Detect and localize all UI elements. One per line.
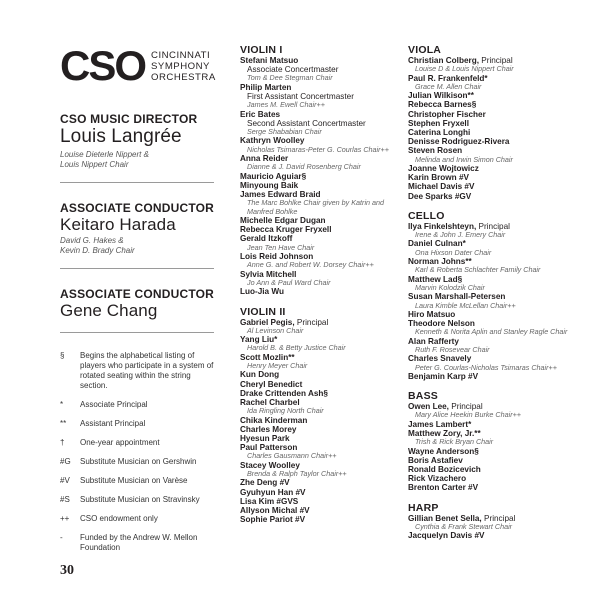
musician-name: Theodore Nelson	[408, 319, 475, 329]
legend-symbol: -	[60, 533, 63, 542]
musician-entry	[408, 372, 578, 381]
chair-sponsor: Kenneth & Norita Aplin and Stanley Ragle Chair	[415, 327, 568, 337]
chair-sponsor: Dianne & J. David Rosenberg Chair	[247, 162, 361, 172]
musician-line	[240, 425, 410, 434]
divider	[60, 182, 214, 183]
musician-entry	[240, 154, 410, 172]
musician-name: Rebecca Barnes§	[408, 100, 477, 110]
musician-entry	[240, 56, 410, 83]
chair-sponsor: The Marc Bohlke Chair given by Katrin and Manfred Bohlke	[247, 198, 385, 216]
musician-name: Benjamin Karp #V	[408, 371, 479, 381]
chair-sponsor: Grace M. Allen Chair	[415, 81, 482, 91]
musician-entry	[240, 443, 410, 461]
chair-sponsor: Nicholas Tsimaras-Peter G. Courlas Chair++	[247, 144, 389, 154]
musician-line	[408, 465, 578, 474]
musician-line	[408, 456, 578, 465]
musician-line	[240, 497, 410, 506]
musician-entry	[408, 119, 578, 128]
musician-entry	[408, 447, 578, 456]
legend-item	[60, 351, 216, 391]
musician-title: Second Assistant Concertmaster	[247, 118, 366, 128]
musician-name: Charles Morey	[240, 424, 297, 434]
musician-name: Caterina Longhi	[408, 128, 471, 138]
legend-symbol: #V	[60, 476, 70, 485]
chair-sponsor: Cynthia & Frank Stewart Chair	[415, 521, 513, 531]
legend-item	[60, 514, 216, 524]
musician-entry	[240, 335, 410, 353]
musician-name: Sylvia Mitchell	[240, 269, 297, 279]
musician-entry	[240, 110, 410, 137]
musician-name: Allyson Michal #V	[240, 506, 310, 515]
musician-entry	[408, 91, 578, 100]
musician-line	[240, 478, 410, 487]
legend-item	[60, 533, 216, 553]
musician-entry	[240, 252, 410, 270]
musician-name: Matthew Lad§	[408, 274, 463, 284]
musician-line	[408, 531, 578, 540]
musician-name: Alan Rafferty	[408, 336, 459, 346]
chair-sponsor: Ruth F. Rosevear Chair	[415, 344, 490, 354]
musician-entry	[240, 181, 410, 190]
page-number: 30	[60, 563, 74, 578]
musician-entry	[240, 461, 410, 479]
musician-entry	[408, 146, 578, 164]
musician-name: Rick Vizachero	[408, 474, 467, 484]
musician-entry	[408, 456, 578, 465]
musician-line	[240, 181, 410, 190]
musician-entry	[240, 497, 410, 506]
musician-entry	[408, 137, 578, 146]
legend-text: Associate Principal	[80, 400, 148, 409]
musician-name: Boris Astafiev	[408, 455, 463, 465]
legend-item	[60, 400, 216, 410]
section-title-harp: HARP	[408, 501, 439, 514]
musician-name: Norman Johns**	[408, 257, 472, 267]
musician-name: Julian Wilkison**	[408, 91, 474, 101]
legend-symbol: #S	[60, 495, 70, 504]
musician-entry	[408, 239, 578, 257]
musician-line	[408, 372, 578, 381]
musician-entry	[240, 398, 410, 416]
chair-line: David G. Hakes &	[60, 236, 124, 245]
musician-entry	[240, 234, 410, 252]
musician-entry	[408, 192, 578, 201]
musician-line	[240, 370, 410, 379]
musician-name: Gerald Itzkoff	[240, 234, 293, 244]
musician-line	[240, 83, 410, 92]
legend-text: Substitute Musician on Stravinsky	[80, 495, 200, 504]
musician-entry	[408, 56, 578, 74]
musician-name: Stefani Matsuo	[240, 56, 299, 65]
musician-name: Daniel Culnan*	[408, 239, 466, 249]
legend-symbol: §	[60, 351, 65, 360]
legend-text: Begins the alphabetical listing of players who participate in a system of rotated seating within the string section.	[80, 351, 214, 390]
musician-entry	[240, 434, 410, 443]
musician-name: Sophie Pariot #V	[240, 515, 306, 525]
legend-symbol: †	[60, 438, 65, 447]
musician-entry	[408, 182, 578, 191]
musician-name: Rachel Charbel	[240, 397, 300, 407]
musician-name: Susan Marshall-Petersen	[408, 292, 506, 302]
musician-role: Principal	[478, 221, 510, 231]
chair-sponsor: Henry Meyer Chair	[247, 360, 308, 370]
musician-name: Drake Crittenden Ash§	[240, 388, 328, 398]
chair-sponsor: Jo Ann & Paul Ward Chair	[247, 277, 331, 287]
musician-entry	[240, 425, 410, 434]
musician-name: Ilya Finkelshteyn,	[408, 221, 477, 231]
musician-entry	[240, 416, 410, 425]
legend-item	[60, 438, 216, 448]
musician-entry	[408, 337, 578, 355]
musician-entry	[240, 83, 410, 110]
logo-line: CINCINNATI	[151, 49, 211, 61]
musician-name: Matthew Zory, Jr.**	[408, 428, 481, 438]
section-title-viola: VIOLA	[408, 44, 442, 56]
chair-sponsor: Anne G. and Robert W. Dorsey Chair++	[247, 260, 374, 270]
chair-sponsor: Serge Shababian Chair	[247, 127, 322, 137]
chair-sponsor: Harold B. & Betty Justice Chair	[247, 343, 346, 353]
musician-title: First Assistant Concertmaster	[247, 92, 354, 102]
musician-line	[408, 110, 578, 119]
musician-role: Principal	[484, 513, 516, 523]
musician-entry	[240, 353, 410, 371]
section-title-violin-ii: VIOLIN II	[240, 305, 286, 318]
musician-entry	[408, 429, 578, 447]
musician-name: Gabriel Pegis,	[240, 317, 295, 327]
musician-name: Minyoung Baik	[240, 180, 299, 190]
associate-conductor-section	[60, 201, 216, 269]
conductor-name: Gene Chang	[60, 301, 158, 320]
musician-name: Charles Snavely	[408, 354, 472, 364]
musician-name: Gyuhyun Han #V	[240, 487, 306, 497]
musician-entry	[240, 318, 410, 336]
musician-entry	[408, 474, 578, 483]
musician-entry	[408, 128, 578, 137]
chair-sponsor: Trish & Rick Bryan Chair	[415, 437, 494, 447]
musician-line	[408, 119, 578, 128]
musician-name: James Lambert*	[408, 419, 472, 429]
musician-line	[408, 137, 578, 146]
conductor-name: Keitaro Harada	[60, 215, 176, 234]
musician-line	[240, 488, 410, 497]
musician-entry	[240, 225, 410, 234]
musician-entry	[240, 370, 410, 379]
musician-entry	[408, 483, 578, 492]
musician-line	[240, 225, 410, 234]
music-director-section	[60, 112, 216, 183]
cso-logo	[60, 44, 216, 88]
chair-sponsor: Karl & Roberta Schlachter Family Chair	[415, 265, 541, 275]
legend-item	[60, 457, 216, 467]
divider	[60, 332, 214, 333]
musician-entry	[408, 110, 578, 119]
legend-text: Funded by the Andrew W. Mellon Foundation	[80, 533, 198, 552]
musician-name: Luo-Jia Wu	[240, 287, 284, 297]
musician-line	[408, 100, 578, 109]
musician-name: Cheryl Benedict	[240, 379, 303, 389]
chair-sponsor: Tom & Dee Stegman Chair	[247, 73, 333, 83]
musician-name: Dee Sparks #GV	[408, 191, 472, 201]
musician-name: Stephen Fryxell	[408, 118, 469, 128]
left-panel	[60, 44, 216, 562]
musician-name: Kun Dong	[240, 370, 280, 380]
musician-name: Paul Patterson	[240, 443, 298, 453]
musician-name: Owen Lee,	[408, 402, 449, 412]
chair-sponsor: Mary Alice Heekin Burke Chair++	[415, 410, 521, 420]
symbol-legend	[60, 351, 216, 553]
conductor-chair	[60, 236, 216, 256]
musician-name: Kathryn Woolley	[240, 136, 305, 146]
musician-line	[408, 310, 578, 319]
musician-line	[408, 164, 578, 173]
musician-line	[408, 447, 578, 456]
musician-line	[240, 216, 410, 225]
chair-sponsor: Marvin Kolodzik Chair	[415, 282, 485, 292]
logo-mark: CSO	[60, 42, 146, 89]
legend-item	[60, 495, 216, 505]
musician-name: Chika Kinderman	[240, 415, 308, 425]
chair-line: Louise Dieterle Nippert &	[60, 150, 149, 159]
musician-name: James Edward Braid	[240, 190, 321, 200]
musician-name: Gillian Benet Sella,	[408, 513, 482, 523]
musician-line	[408, 474, 578, 483]
section-heading: ASSOCIATE CONDUCTOR	[60, 287, 215, 301]
legend-symbol: #G	[60, 457, 71, 466]
musician-line	[240, 506, 410, 515]
musician-name: Michael Davis #V	[408, 182, 475, 192]
legend-symbol: **	[60, 419, 67, 428]
chair-sponsor: Peter G. Courlas-Nicholas Tsimaras Chair++	[415, 362, 557, 372]
musician-line	[240, 389, 410, 398]
musician-name: Zhe Deng #V	[240, 478, 290, 488]
roster-column-left	[240, 44, 410, 524]
divider	[60, 268, 214, 269]
musician-name: Brenton Carter #V	[408, 483, 479, 493]
section-title-bass: BASS	[408, 390, 438, 403]
musician-entry	[408, 354, 578, 372]
legend-item	[60, 476, 216, 486]
musician-name: Mauricio Aguiar§	[240, 171, 307, 181]
musician-entry	[240, 506, 410, 515]
chair-sponsor: Irene & John J. Emery Chair	[415, 230, 506, 240]
legend-text: Substitute Musician on Gershwin	[80, 457, 197, 466]
musician-name: Philip Marten	[240, 82, 292, 92]
musician-line	[408, 91, 578, 100]
chair-sponsor: Ida Ringling North Chair	[247, 406, 324, 416]
legend-text: Substitute Musician on Varèse	[80, 476, 188, 485]
musician-name: Ronald Bozicevich	[408, 464, 481, 474]
musician-entry	[408, 173, 578, 182]
musician-name: Christopher Fischer	[408, 109, 486, 119]
musician-line	[240, 56, 410, 65]
chair-line: Louis Nippert Chair	[60, 160, 129, 169]
musician-name: Stacey Woolley	[240, 460, 300, 470]
chair-sponsor: Melinda and Irwin Simon Chair	[415, 154, 513, 164]
chair-sponsor: James M. Ewell Chair++	[247, 100, 325, 110]
musician-name: Steven Rosen	[408, 146, 463, 156]
musician-line	[408, 192, 578, 201]
musician-line	[408, 173, 578, 182]
legend-item	[60, 419, 216, 429]
musician-line	[240, 287, 410, 296]
musician-entry	[408, 222, 578, 240]
logo-wordmark	[151, 50, 216, 83]
musician-entry	[408, 310, 578, 319]
section-heading: ASSOCIATE CONDUCTOR	[60, 201, 215, 215]
musician-entry	[240, 270, 410, 288]
musician-name: Rebecca Kruger Fryxell	[240, 225, 332, 235]
logo-line: ORCHESTRA	[151, 71, 216, 83]
musician-name: Scott Mozlin**	[240, 352, 295, 362]
musician-name: Lisa Kim #GVS	[240, 496, 299, 506]
legend-symbol: *	[60, 400, 64, 409]
musician-entry	[240, 380, 410, 389]
musician-entry	[240, 136, 410, 154]
musician-name: Anna Reider	[240, 154, 289, 164]
musician-entry	[408, 292, 578, 310]
musician-name: Yang Liu*	[240, 335, 278, 345]
musician-entry	[240, 478, 410, 487]
musician-entry	[408, 319, 578, 337]
chair-sponsor: Brenda & Ralph Taylor Chair++	[247, 468, 347, 478]
musician-entry	[408, 74, 578, 92]
musician-name: Lois Reid Johnson	[240, 252, 314, 262]
musician-line	[408, 128, 578, 137]
musician-line	[408, 483, 578, 492]
musician-entry	[408, 402, 578, 420]
musician-role: Principal	[296, 317, 329, 327]
director-chair	[60, 150, 216, 170]
chair-sponsor: Louise D & Louis Nippert Chair	[415, 64, 514, 74]
musician-line	[240, 434, 410, 443]
section-heading: CSO MUSIC DIRECTOR	[60, 112, 198, 126]
musician-name: Karin Brown #V	[408, 173, 469, 183]
chair-sponsor: Al Levinson Chair	[247, 325, 304, 335]
musician-line	[408, 420, 578, 429]
legend-text: Assistant Principal	[80, 419, 146, 428]
musician-name: Hiro Matsuo	[408, 309, 456, 319]
musician-line	[240, 416, 410, 425]
musician-entry	[408, 164, 578, 173]
musician-name: Denisse Rodriguez-Rivera	[408, 137, 510, 147]
musician-name: Jacquelyn Davis #V	[408, 531, 485, 541]
legend-text: CSO endowment only	[80, 514, 158, 523]
legend-symbol: ++	[60, 514, 70, 523]
musician-name: Joanne Wojtowicz	[408, 164, 479, 174]
musician-role: Principal	[481, 56, 513, 65]
musician-name: Hyesun Park	[240, 433, 290, 443]
musician-entry	[408, 420, 578, 429]
musician-entry	[240, 287, 410, 296]
musician-line	[240, 110, 410, 119]
roster-column-right	[408, 44, 578, 540]
musician-entry	[408, 465, 578, 474]
chair-sponsor: Laura Kimble McLellan Chair++	[415, 300, 516, 310]
musician-line	[408, 182, 578, 191]
musician-entry	[408, 100, 578, 109]
musician-entry	[240, 515, 410, 524]
musician-role: Principal	[451, 402, 483, 412]
musician-line	[240, 515, 410, 524]
musician-name: Christian Colberg,	[408, 56, 479, 65]
chair-line: Kevin D. Brady Chair	[60, 246, 135, 255]
musician-line	[240, 380, 410, 389]
musician-entry	[240, 172, 410, 181]
musician-entry	[240, 216, 410, 225]
musician-entry	[408, 257, 578, 275]
musician-title: Associate Concertmaster	[247, 65, 339, 75]
musician-entry	[408, 275, 578, 293]
section-title-violin-i: VIOLIN I	[240, 44, 283, 56]
musician-entry	[408, 531, 578, 540]
director-name: Louis Langrée	[60, 126, 182, 147]
musician-name: Eric Bates	[240, 109, 281, 119]
musician-entry	[240, 190, 410, 216]
legend-text: One-year appointment	[80, 438, 160, 447]
associate-conductor-section	[60, 287, 216, 333]
musician-entry	[240, 488, 410, 497]
section-title-cello: CELLO	[408, 209, 445, 222]
musician-line	[240, 172, 410, 181]
musician-name: Wayne Anderson§	[408, 446, 479, 456]
chair-sponsor: Charles Gausmann Chair++	[247, 451, 337, 461]
musician-name: Paul R. Frankenfeld*	[408, 73, 488, 83]
logo-line: SYMPHONY	[151, 60, 210, 72]
musician-name: Michelle Edgar Dugan	[240, 216, 326, 226]
chair-sponsor: Ona Hixson Dater Chair	[415, 247, 492, 257]
musician-entry	[408, 514, 578, 532]
chair-sponsor: Jean Ten Have Chair	[247, 242, 315, 252]
musician-entry	[240, 389, 410, 398]
